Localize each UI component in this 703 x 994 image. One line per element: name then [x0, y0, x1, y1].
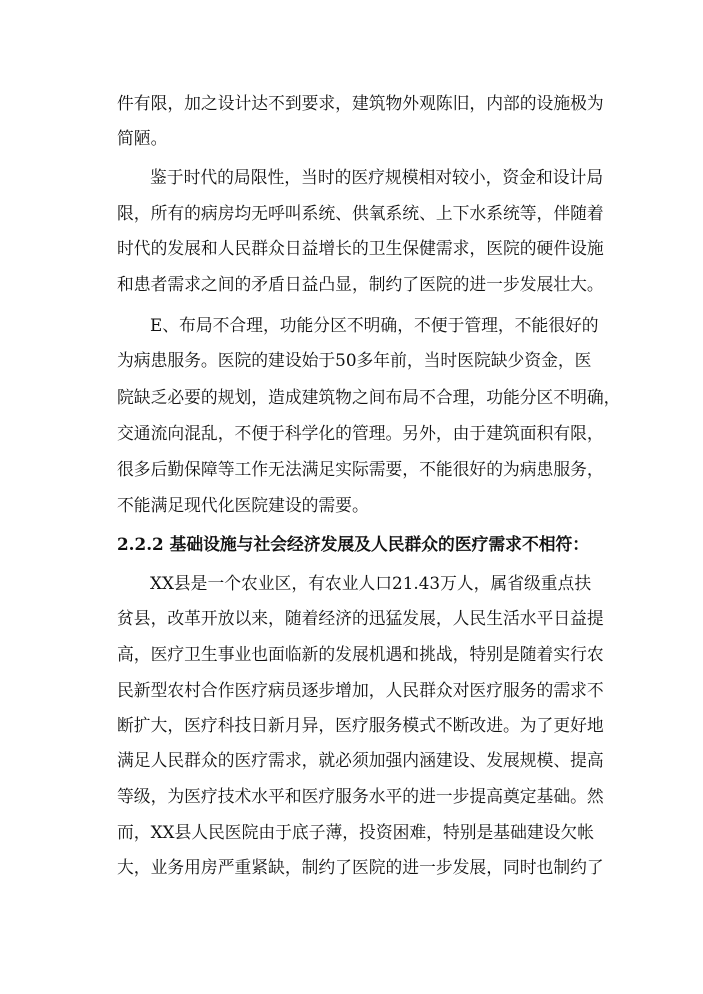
- text-line: 时代的发展和人民群众日益增长的卫生保健需求，医院的硬件设施: [117, 238, 604, 258]
- text-line: 断扩大，医疗科技日新月异，医疗服务模式不断改进。为了更好地: [117, 715, 604, 735]
- text-line: 限，所有的病房均无呼叫系统、供氧系统、上下水系统等，伴随着: [117, 203, 604, 223]
- text-line: 院缺乏必要的规划，造成建筑物之间布局不合理，功能分区不明确，: [117, 387, 621, 407]
- text-line: 满足人民群众的医疗需求，就必须加强内涵建设、发展规模、提高: [117, 750, 604, 770]
- text-line: 等级，为医疗技术水平和医疗服务水平的进一步提高奠定基础。然: [117, 786, 604, 806]
- text-line: 件有限，加之设计达不到要求，建筑物外观陈旧，内部的设施极为: [117, 93, 604, 113]
- text-line: XX县是一个农业区，有农业人口21.43万人，属省级重点扶: [150, 573, 592, 593]
- text-line: 很多后勤保障等工作无法满足实际需要，不能很好的为病患服务，: [117, 459, 604, 479]
- text-line: 而，XX县人民医院由于底子薄，投资困难，特别是基础建设欠帐: [117, 822, 594, 842]
- section-heading: 2.2.2 基础设施与社会经济发展及人民群众的医疗需求不相符：: [117, 534, 590, 554]
- text-line: 不能满足现代化医院建设的需要。: [117, 495, 369, 515]
- text-line: 高，医疗卫生事业也面临新的发展机遇和挑战，特别是随着实行农: [117, 644, 604, 664]
- text-line: 简陋。: [117, 128, 168, 148]
- text-line: 和患者需求之间的矛盾日益凸显，制约了医院的进一步发展壮大。: [117, 274, 604, 294]
- text-line: E、布局不合理，功能分区不明确，不便于管理，不能很好的: [150, 315, 599, 335]
- text-line: 鉴于时代的局限性，当时的医疗规模相对较小，资金和设计局: [150, 167, 604, 187]
- text-line: 为病患服务。医院的建设始于50多年前，当时医院缺少资金，医: [117, 350, 592, 370]
- text-line: 交通流向混乱，不便于科学化的管理。另外，由于建筑面积有限，: [117, 423, 604, 443]
- text-line: 贫县，改革开放以来，随着经济的迅猛发展，人民生活水平日益提: [117, 608, 604, 628]
- text-line: 大，业务用房严重紧缺，制约了医院的进一步发展，同时也制约了: [117, 857, 604, 877]
- text-line: 民新型农村合作医疗病员逐步增加，人民群众对医疗服务的需求不: [117, 680, 604, 700]
